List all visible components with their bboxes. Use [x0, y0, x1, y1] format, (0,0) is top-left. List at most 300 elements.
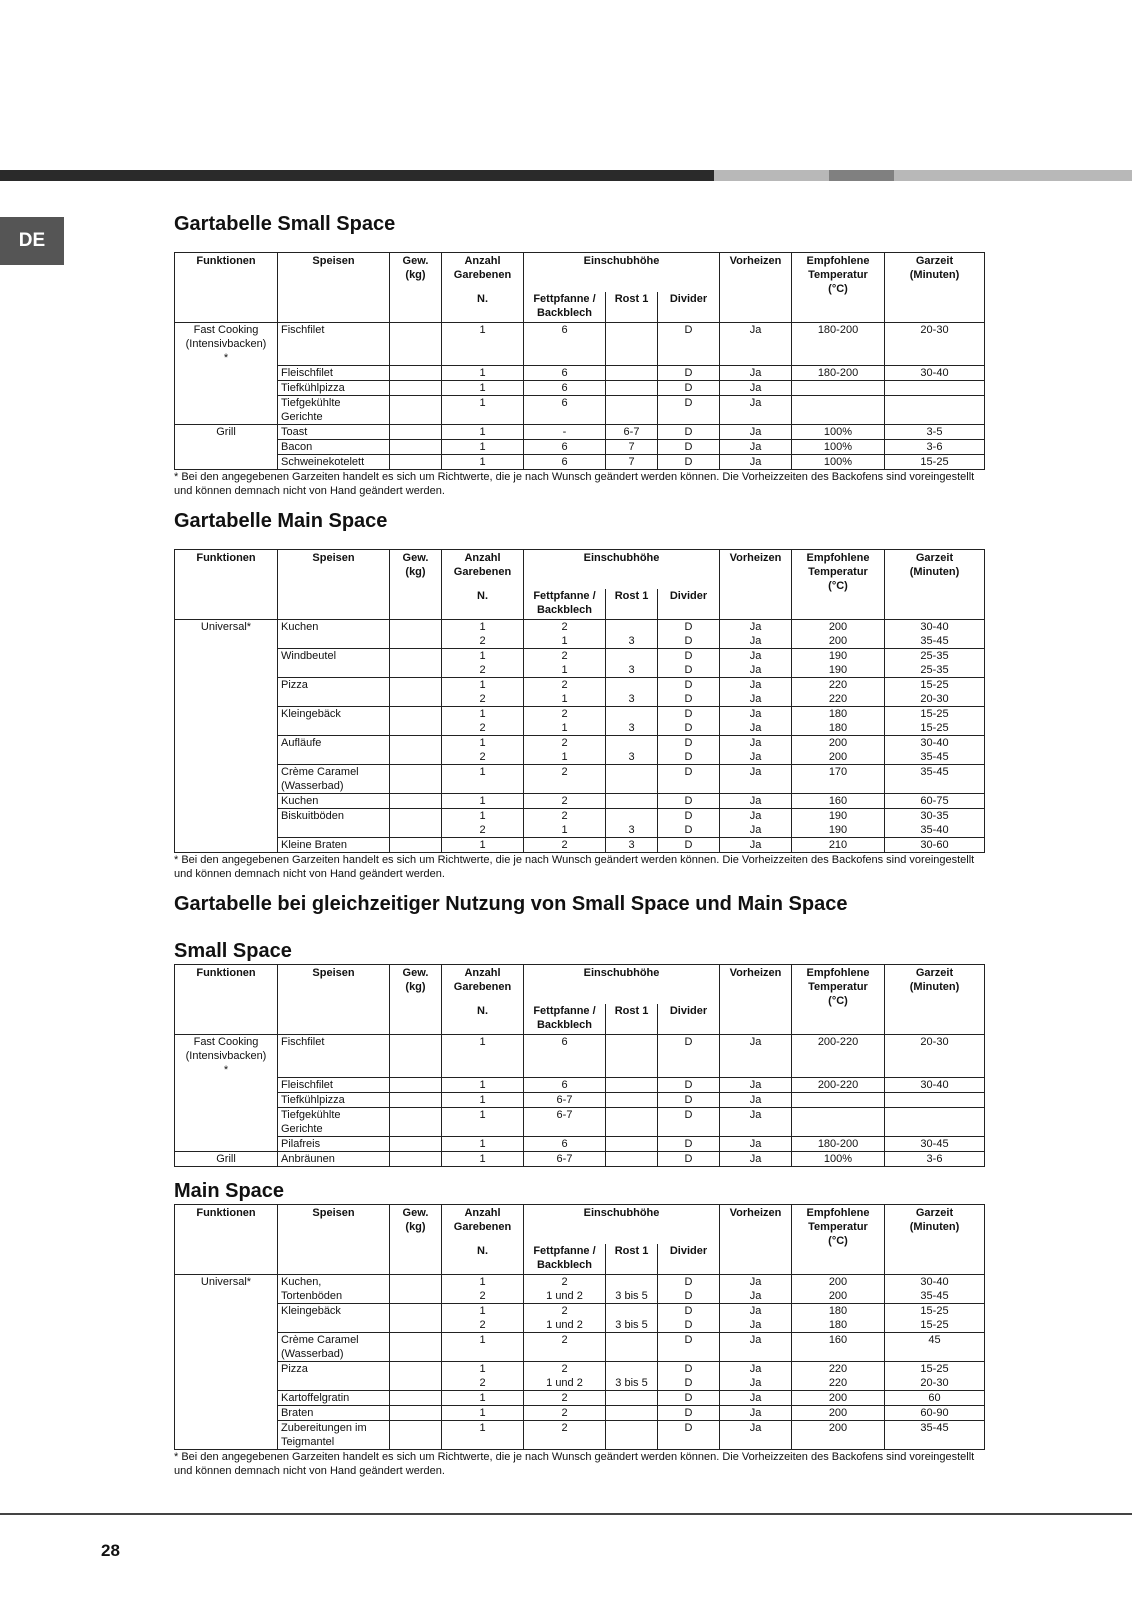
table-row: [175, 455, 985, 470]
table-header-row: [175, 550, 985, 590]
rack-cell: [606, 1078, 658, 1093]
table-row: [175, 620, 985, 649]
dish-cell: Windbeutel: [278, 649, 390, 678]
time-cell: [885, 396, 985, 425]
time-cell: 25-35 25-35: [885, 649, 985, 678]
subheader-rost: Rost 1: [606, 292, 658, 323]
subheader-n: N.: [442, 1244, 524, 1275]
header-funktionen: Funktionen: [175, 253, 278, 323]
level-count-cell: 1: [442, 1406, 524, 1421]
table-row: [175, 1406, 985, 1421]
rack-cell: 6-7: [606, 425, 658, 440]
preheat-cell: Ja: [720, 425, 792, 440]
level-count-cell: 1: [442, 1152, 524, 1167]
section-heading: Gartabelle bei gleichzeitiger Nutzung von Small Space und Main Space: [174, 893, 848, 915]
weight-cell: [390, 620, 442, 649]
preheat-cell: Ja: [720, 1093, 792, 1108]
dish-cell: Kuchen: [278, 620, 390, 649]
preheat-cell: Ja Ja: [720, 1304, 792, 1333]
preheat-cell: Ja: [720, 1391, 792, 1406]
preheat-cell: Ja Ja: [720, 649, 792, 678]
divider-cell: D D: [658, 1275, 720, 1304]
divider-cell: D: [658, 1333, 720, 1362]
header-temperatur: Empfohlene Temperatur (°C): [792, 1205, 885, 1275]
level-count-cell: 1: [442, 381, 524, 396]
table-header-row: [175, 253, 985, 293]
dish-cell: Tiefkühlpizza: [278, 1093, 390, 1108]
level-count-cell: 1 2: [442, 707, 524, 736]
dish-cell: Kleine Braten: [278, 838, 390, 853]
preheat-cell: Ja: [720, 323, 792, 366]
subheader-divider: Divider: [658, 292, 720, 323]
table-row: [175, 1333, 985, 1362]
preheat-cell: Ja Ja: [720, 1362, 792, 1391]
preheat-cell: Ja: [720, 1035, 792, 1078]
divider-cell: D D: [658, 1304, 720, 1333]
divider-cell: D: [658, 381, 720, 396]
level-count-cell: 1 2: [442, 620, 524, 649]
table-title: Small Space: [174, 940, 292, 962]
tray-cell: 2 1: [524, 809, 606, 838]
time-cell: 15-25 15-25: [885, 707, 985, 736]
table-header-row: [175, 965, 985, 1005]
subheader-n: N.: [442, 589, 524, 620]
tray-cell: 2 1: [524, 678, 606, 707]
level-count-cell: 1 2: [442, 678, 524, 707]
table-row: [175, 396, 985, 425]
rack-cell: 3: [606, 649, 658, 678]
preheat-cell: Ja Ja: [720, 736, 792, 765]
rack-cell: [606, 1421, 658, 1450]
level-count-cell: 1: [442, 455, 524, 470]
tray-cell: 2: [524, 838, 606, 853]
level-count-cell: 1: [442, 1137, 524, 1152]
function-cell: Grill: [175, 1152, 278, 1167]
weight-cell: [390, 1152, 442, 1167]
temperature-cell: [792, 381, 885, 396]
table-header-row: [175, 1205, 985, 1245]
header-anzahl: Anzahl Garebenen: [442, 550, 524, 590]
header-vorheizen: Vorheizen: [720, 1205, 792, 1275]
table-row: [175, 1152, 985, 1167]
header-funktionen: Funktionen: [175, 1205, 278, 1275]
table-row: [175, 1421, 985, 1450]
footnote: * Bei den angegebenen Garzeiten handelt es sich um Richtwerte, die je nach Wunsch geändert werden können. Die Vorheizzeiten des Backofens sind voreingestellt und können demnach nicht von Hand geändert werden.: [174, 1451, 975, 1477]
header-vorheizen: Vorheizen: [720, 253, 792, 323]
header-einschubhoehe: Einschubhöhe: [524, 253, 720, 293]
temperature-cell: 180 180: [792, 1304, 885, 1333]
subheader-rost: Rost 1: [606, 1244, 658, 1275]
rack-cell: 3 bis 5: [606, 1362, 658, 1391]
time-cell: 60-75: [885, 794, 985, 809]
level-count-cell: 1 2: [442, 1362, 524, 1391]
weight-cell: [390, 838, 442, 853]
cooking-table: [174, 252, 985, 470]
divider-cell: D: [658, 1152, 720, 1167]
level-count-cell: 1: [442, 425, 524, 440]
divider-cell: D: [658, 1093, 720, 1108]
footer-rule: [0, 1513, 1132, 1515]
header-speisen: Speisen: [278, 1205, 390, 1275]
level-count-cell: 1: [442, 794, 524, 809]
divider-cell: D: [658, 1035, 720, 1078]
weight-cell: [390, 1035, 442, 1078]
dish-cell: Kleingebäck: [278, 707, 390, 736]
header-gewicht: Gew. (kg): [390, 253, 442, 323]
temperature-cell: 200: [792, 1421, 885, 1450]
weight-cell: [390, 366, 442, 381]
temperature-cell: 160: [792, 1333, 885, 1362]
divider-cell: D D: [658, 649, 720, 678]
time-cell: 35-45: [885, 1421, 985, 1450]
time-cell: 30-40 35-45: [885, 1275, 985, 1304]
time-cell: [885, 381, 985, 396]
temperature-cell: 170: [792, 765, 885, 794]
table-row: [175, 794, 985, 809]
dish-cell: Kuchen, Tortenböden: [278, 1275, 390, 1304]
weight-cell: [390, 1137, 442, 1152]
header-garzeit: Garzeit (Minuten): [885, 1205, 985, 1275]
time-cell: 20-30: [885, 1035, 985, 1078]
tray-cell: 2 1: [524, 620, 606, 649]
footnote: * Bei den angegebenen Garzeiten handelt es sich um Richtwerte, die je nach Wunsch geändert werden können. Die Vorheizzeiten des Backofens sind voreingestellt und können demnach nicht von Hand geändert werden.: [174, 854, 975, 880]
level-count-cell: 1: [442, 366, 524, 381]
rack-cell: [606, 794, 658, 809]
weight-cell: [390, 440, 442, 455]
function-cell: Universal*: [175, 1275, 278, 1450]
time-cell: 30-40 35-45: [885, 736, 985, 765]
temperature-cell: 100%: [792, 1152, 885, 1167]
level-count-cell: 1: [442, 1108, 524, 1137]
temperature-cell: 200-220: [792, 1035, 885, 1078]
weight-cell: [390, 1078, 442, 1093]
dish-cell: Pizza: [278, 1362, 390, 1391]
tray-cell: 2 1 und 2: [524, 1362, 606, 1391]
preheat-cell: Ja: [720, 455, 792, 470]
subheader-fettpfanne: Fettpfanne / Backblech: [524, 1004, 606, 1035]
table-row: [175, 736, 985, 765]
rack-cell: [606, 396, 658, 425]
header-einschubhoehe: Einschubhöhe: [524, 1205, 720, 1245]
weight-cell: [390, 678, 442, 707]
temperature-cell: 180-200: [792, 1137, 885, 1152]
dish-cell: Toast: [278, 425, 390, 440]
table-row: [175, 1137, 985, 1152]
divider-cell: D: [658, 455, 720, 470]
tray-cell: 2: [524, 1391, 606, 1406]
subheader-divider: Divider: [658, 1244, 720, 1275]
rack-cell: [606, 1093, 658, 1108]
weight-cell: [390, 649, 442, 678]
level-count-cell: 1: [442, 396, 524, 425]
rack-cell: 3: [606, 707, 658, 736]
temperature-cell: 190 190: [792, 649, 885, 678]
preheat-cell: Ja: [720, 1406, 792, 1421]
tray-cell: 2: [524, 794, 606, 809]
preheat-cell: Ja: [720, 1333, 792, 1362]
dish-cell: Bacon: [278, 440, 390, 455]
rack-cell: [606, 765, 658, 794]
level-count-cell: 1: [442, 1333, 524, 1362]
temperature-cell: 180-200: [792, 323, 885, 366]
tray-cell: 6: [524, 455, 606, 470]
table-title: Gartabelle Small Space: [174, 213, 396, 235]
table-row: [175, 1035, 985, 1078]
rack-cell: [606, 1108, 658, 1137]
time-cell: 15-25 20-30: [885, 1362, 985, 1391]
time-cell: 30-40: [885, 366, 985, 381]
divider-cell: D: [658, 1421, 720, 1450]
level-count-cell: 1: [442, 440, 524, 455]
dish-cell: Kartoffelgratin: [278, 1391, 390, 1406]
temperature-cell: 200 200: [792, 736, 885, 765]
divider-cell: D: [658, 838, 720, 853]
divider-cell: D D: [658, 620, 720, 649]
tray-cell: 6: [524, 381, 606, 396]
tray-cell: 6-7: [524, 1093, 606, 1108]
header-bar-light-2: [894, 170, 1132, 181]
time-cell: 15-25 15-25: [885, 1304, 985, 1333]
temperature-cell: 100%: [792, 455, 885, 470]
divider-cell: D: [658, 765, 720, 794]
rack-cell: 7: [606, 455, 658, 470]
weight-cell: [390, 1304, 442, 1333]
weight-cell: [390, 1333, 442, 1362]
time-cell: 45: [885, 1333, 985, 1362]
footnote: * Bei den angegebenen Garzeiten handelt es sich um Richtwerte, die je nach Wunsch geändert werden können. Die Vorheizzeiten des Backofens sind voreingestellt und können demnach nicht von Hand geändert werden.: [174, 471, 975, 497]
divider-cell: D: [658, 425, 720, 440]
header-anzahl: Anzahl Garebenen: [442, 253, 524, 293]
rack-cell: [606, 381, 658, 396]
weight-cell: [390, 455, 442, 470]
temperature-cell: 180 180: [792, 707, 885, 736]
subheader-fettpfanne: Fettpfanne / Backblech: [524, 589, 606, 620]
level-count-cell: 1: [442, 765, 524, 794]
weight-cell: [390, 707, 442, 736]
dish-cell: Braten: [278, 1406, 390, 1421]
divider-cell: D: [658, 323, 720, 366]
temperature-cell: 100%: [792, 440, 885, 455]
dish-cell: Crème Caramel (Wasserbad): [278, 1333, 390, 1362]
table-row: [175, 381, 985, 396]
preheat-cell: Ja: [720, 381, 792, 396]
header-temperatur: Empfohlene Temperatur (°C): [792, 253, 885, 323]
tray-cell: 6-7: [524, 1108, 606, 1137]
temperature-cell: 200 200: [792, 620, 885, 649]
level-count-cell: 1: [442, 1093, 524, 1108]
divider-cell: D: [658, 440, 720, 455]
divider-cell: D: [658, 366, 720, 381]
tray-cell: 2 1: [524, 649, 606, 678]
tray-cell: 2: [524, 1421, 606, 1450]
header-garzeit: Garzeit (Minuten): [885, 253, 985, 323]
temperature-cell: 210: [792, 838, 885, 853]
divider-cell: D: [658, 1137, 720, 1152]
subheader-fettpfanne: Fettpfanne / Backblech: [524, 1244, 606, 1275]
cooking-table: [174, 549, 985, 853]
weight-cell: [390, 1275, 442, 1304]
dish-cell: Anbräunen: [278, 1152, 390, 1167]
level-count-cell: 1: [442, 1078, 524, 1093]
dish-cell: Tiefkühlpizza: [278, 381, 390, 396]
level-count-cell: 1 2: [442, 809, 524, 838]
preheat-cell: Ja Ja: [720, 1275, 792, 1304]
tray-cell: 6: [524, 1137, 606, 1152]
divider-cell: D D: [658, 736, 720, 765]
rack-cell: [606, 1152, 658, 1167]
preheat-cell: Ja: [720, 440, 792, 455]
preheat-cell: Ja: [720, 1137, 792, 1152]
preheat-cell: Ja Ja: [720, 620, 792, 649]
temperature-cell: 200 200: [792, 1275, 885, 1304]
function-cell: Grill: [175, 425, 278, 470]
dish-cell: Aufläufe: [278, 736, 390, 765]
level-count-cell: 1 2: [442, 1304, 524, 1333]
tray-cell: 6: [524, 440, 606, 455]
divider-cell: D: [658, 1391, 720, 1406]
tray-cell: 2 1 und 2: [524, 1275, 606, 1304]
tray-cell: -: [524, 425, 606, 440]
time-cell: 35-45: [885, 765, 985, 794]
temperature-cell: [792, 1093, 885, 1108]
time-cell: 3-6: [885, 440, 985, 455]
tray-cell: 2 1: [524, 736, 606, 765]
header-speisen: Speisen: [278, 965, 390, 1035]
divider-cell: D D: [658, 1362, 720, 1391]
header-anzahl: Anzahl Garebenen: [442, 965, 524, 1005]
header-einschubhoehe: Einschubhöhe: [524, 965, 720, 1005]
rack-cell: [606, 323, 658, 366]
level-count-cell: 1 2: [442, 736, 524, 765]
preheat-cell: Ja Ja: [720, 678, 792, 707]
tray-cell: 6: [524, 396, 606, 425]
preheat-cell: Ja: [720, 794, 792, 809]
time-cell: [885, 1108, 985, 1137]
table-row: [175, 1304, 985, 1333]
table-row: [175, 323, 985, 366]
temperature-cell: 220 220: [792, 678, 885, 707]
table-row: [175, 1093, 985, 1108]
table-row: [175, 649, 985, 678]
subheader-divider: Divider: [658, 1004, 720, 1035]
time-cell: 30-40 35-45: [885, 620, 985, 649]
temperature-cell: 180-200: [792, 366, 885, 381]
dish-cell: Pizza: [278, 678, 390, 707]
table-row: [175, 425, 985, 440]
dish-cell: Fischfilet: [278, 323, 390, 366]
header-gewicht: Gew. (kg): [390, 550, 442, 620]
preheat-cell: Ja: [720, 1078, 792, 1093]
tray-cell: 2: [524, 765, 606, 794]
rack-cell: [606, 1035, 658, 1078]
weight-cell: [390, 425, 442, 440]
header-gewicht: Gew. (kg): [390, 1205, 442, 1275]
divider-cell: D D: [658, 707, 720, 736]
weight-cell: [390, 1093, 442, 1108]
dish-cell: Kleingebäck: [278, 1304, 390, 1333]
header-bar-mid: [829, 170, 894, 181]
table-title: Gartabelle Main Space: [174, 510, 388, 532]
temperature-cell: 100%: [792, 425, 885, 440]
rack-cell: [606, 366, 658, 381]
weight-cell: [390, 809, 442, 838]
table-row: [175, 707, 985, 736]
header-garzeit: Garzeit (Minuten): [885, 550, 985, 620]
rack-cell: 3: [606, 809, 658, 838]
time-cell: [885, 1093, 985, 1108]
rack-cell: 7: [606, 440, 658, 455]
subheader-fettpfanne: Fettpfanne / Backblech: [524, 292, 606, 323]
rack-cell: [606, 1137, 658, 1152]
rack-cell: 3 bis 5: [606, 1275, 658, 1304]
preheat-cell: Ja Ja: [720, 707, 792, 736]
tray-cell: 2: [524, 1406, 606, 1421]
weight-cell: [390, 765, 442, 794]
time-cell: 60: [885, 1391, 985, 1406]
temperature-cell: 190 190: [792, 809, 885, 838]
rack-cell: 3: [606, 838, 658, 853]
weight-cell: [390, 1421, 442, 1450]
page-number: 28: [101, 1541, 120, 1560]
table-row: [175, 678, 985, 707]
tray-cell: 6: [524, 366, 606, 381]
subheader-n: N.: [442, 292, 524, 323]
time-cell: 15-25: [885, 455, 985, 470]
table-row: [175, 1391, 985, 1406]
weight-cell: [390, 323, 442, 366]
rack-cell: 3: [606, 620, 658, 649]
rack-cell: [606, 1333, 658, 1362]
temperature-cell: 200: [792, 1406, 885, 1421]
dish-cell: Fleischfilet: [278, 366, 390, 381]
table-row: [175, 1275, 985, 1304]
divider-cell: D: [658, 794, 720, 809]
weight-cell: [390, 1391, 442, 1406]
header-funktionen: Funktionen: [175, 965, 278, 1035]
weight-cell: [390, 794, 442, 809]
preheat-cell: Ja: [720, 366, 792, 381]
subheader-rost: Rost 1: [606, 1004, 658, 1035]
rack-cell: 3: [606, 736, 658, 765]
temperature-cell: 200-220: [792, 1078, 885, 1093]
dish-cell: Zubereitungen im Teigmantel: [278, 1421, 390, 1450]
divider-cell: D: [658, 396, 720, 425]
dish-cell: Biskuitböden: [278, 809, 390, 838]
cooking-table: [174, 964, 985, 1167]
header-temperatur: Empfohlene Temperatur (°C): [792, 550, 885, 620]
tray-cell: 6: [524, 1035, 606, 1078]
header-speisen: Speisen: [278, 253, 390, 323]
function-cell: Fast Cooking (Intensivbacken) *: [175, 323, 278, 425]
header-vorheizen: Vorheizen: [720, 550, 792, 620]
table-row: [175, 809, 985, 838]
header-speisen: Speisen: [278, 550, 390, 620]
subheader-rost: Rost 1: [606, 589, 658, 620]
time-cell: 15-25 20-30: [885, 678, 985, 707]
tray-cell: 6: [524, 1078, 606, 1093]
preheat-cell: Ja: [720, 838, 792, 853]
table-title: Main Space: [174, 1180, 285, 1202]
temperature-cell: 220 220: [792, 1362, 885, 1391]
level-count-cell: 1: [442, 1391, 524, 1406]
preheat-cell: Ja: [720, 1108, 792, 1137]
weight-cell: [390, 736, 442, 765]
header-vorheizen: Vorheizen: [720, 965, 792, 1035]
time-cell: 30-40: [885, 1078, 985, 1093]
language-tab: DE: [0, 217, 64, 265]
dish-cell: Fleischfilet: [278, 1078, 390, 1093]
rack-cell: 3 bis 5: [606, 1304, 658, 1333]
